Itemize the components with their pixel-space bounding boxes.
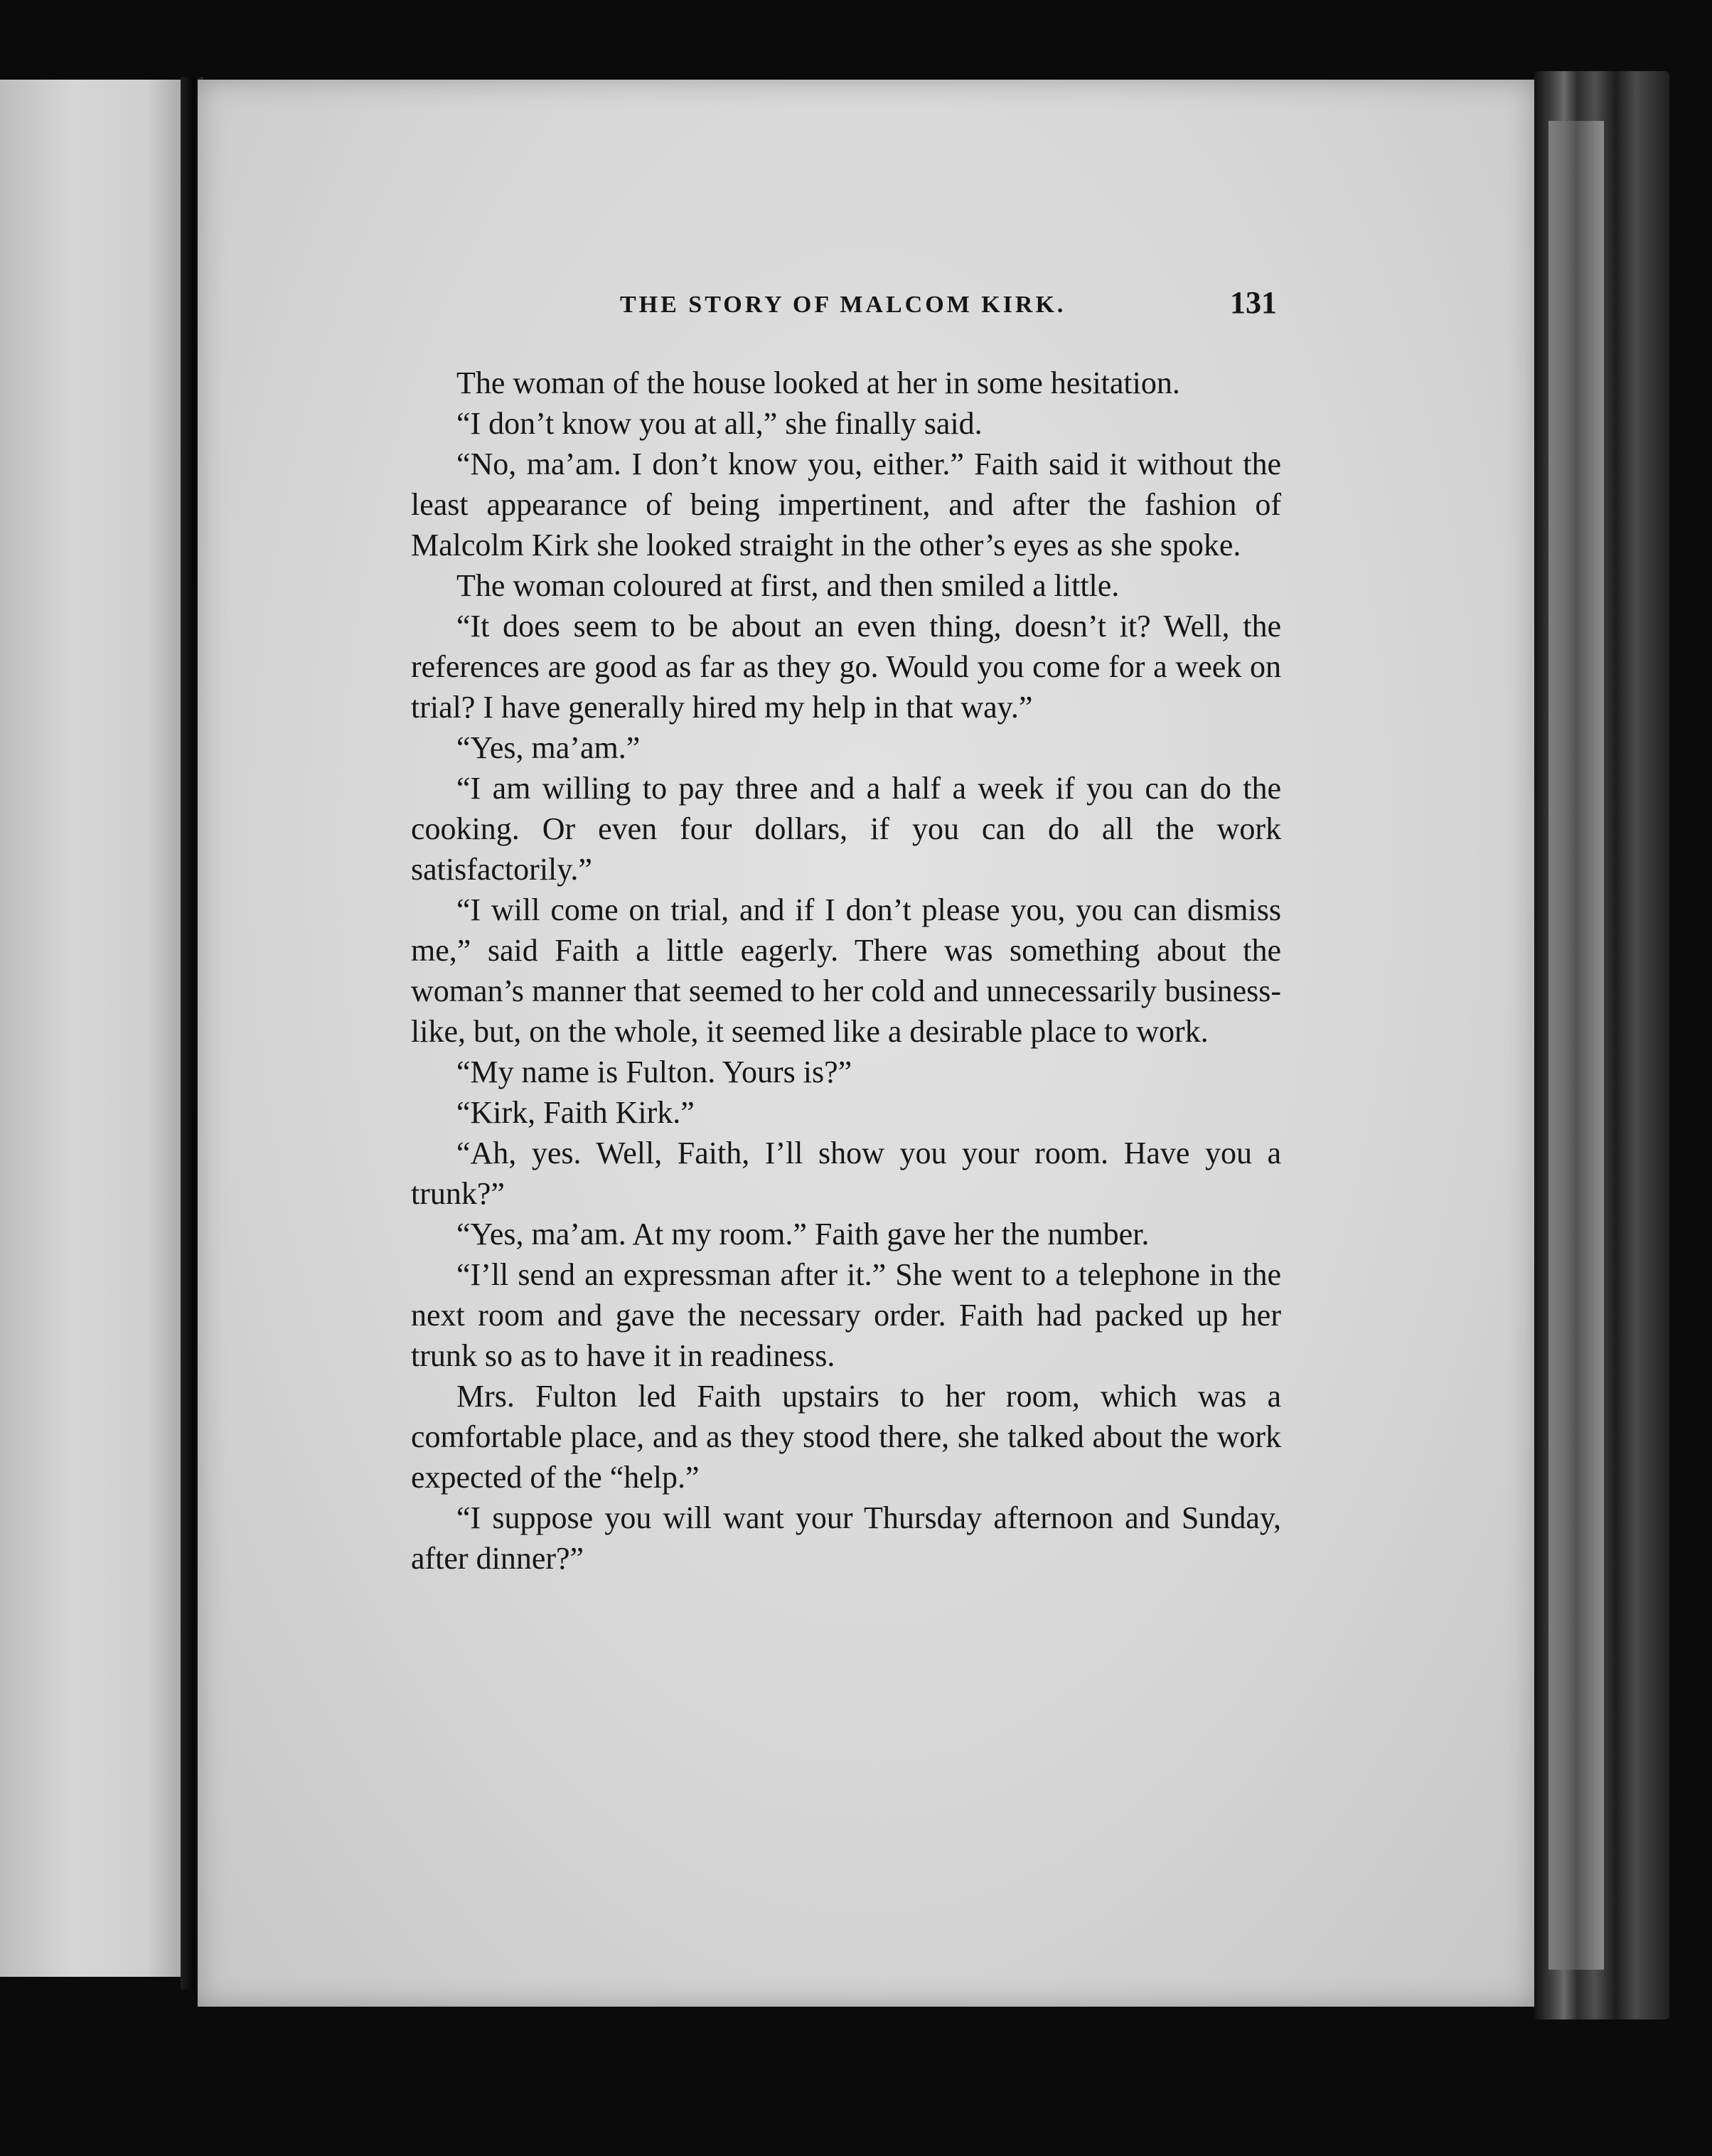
- running-head: THE STORY OF MALCOM KIRK.: [620, 292, 1066, 318]
- paragraph: “I don’t know you at all,” she finally said.: [456, 406, 983, 441]
- paragraph: “My name is Fulton. Yours is?”: [456, 1055, 852, 1089]
- paragraph: “It does seem to be about an even thing, doesn’t it? Well, the references are good as far as they go. Would you come for a week on trial? I have generally hired my help in that way.”: [411, 609, 1281, 725]
- paragraph: “I suppose you will want your Thursday afternoon and Sunday, after dinner?”: [411, 1500, 1281, 1576]
- paragraph: “Kirk, Faith Kirk.”: [456, 1095, 695, 1130]
- left-facing-page: [0, 80, 183, 1977]
- paragraph: “Ah, yes. Well, Faith, I’ll show you your room. Have you a trunk?”: [411, 1136, 1281, 1211]
- paragraph: “Yes, ma’am. At my room.” Faith gave her the number.: [456, 1217, 1150, 1252]
- body-text: [411, 363, 1281, 1579]
- paragraph: “No, ma’am. I don’t know you, either.” Faith said it without the least appearance of being impertinent, and after the fashion of Malcolm Kirk she looked straight in the other’s eyes as she spoke.: [411, 447, 1281, 562]
- paragraph: Mrs. Fulton led Faith upstairs to her room, which was a comfortable place, and as they stood there, she talked about the work expected of the “help.”: [411, 1379, 1281, 1495]
- paragraph: “I am willing to pay three and a half a week if you can do the cooking. Or even four dollars, if you can do all the work satisfactorily.”: [411, 771, 1281, 887]
- page-edge-strip: [1548, 121, 1604, 1970]
- page-number: 131: [1230, 285, 1277, 320]
- paragraph: The woman of the house looked at her in some hesitation.: [456, 365, 1180, 400]
- paragraph: The woman coloured at first, and then smiled a little.: [456, 568, 1120, 603]
- paragraph: “I will come on trial, and if I don’t please you, you can dismiss me,” said Faith a little eagerly. There was something about the woman’s manner that seemed to her cold and unnecessarily business-like, but, on the whole, it seemed like a desirable place to work.: [411, 892, 1281, 1049]
- paragraph: “I’ll send an expressman after it.” She went to a telephone in the next room and gave the necessary order. Faith had packed up her trunk so as to have it in readiness.: [411, 1257, 1281, 1373]
- paragraph: “Yes, ma’am.”: [456, 730, 641, 765]
